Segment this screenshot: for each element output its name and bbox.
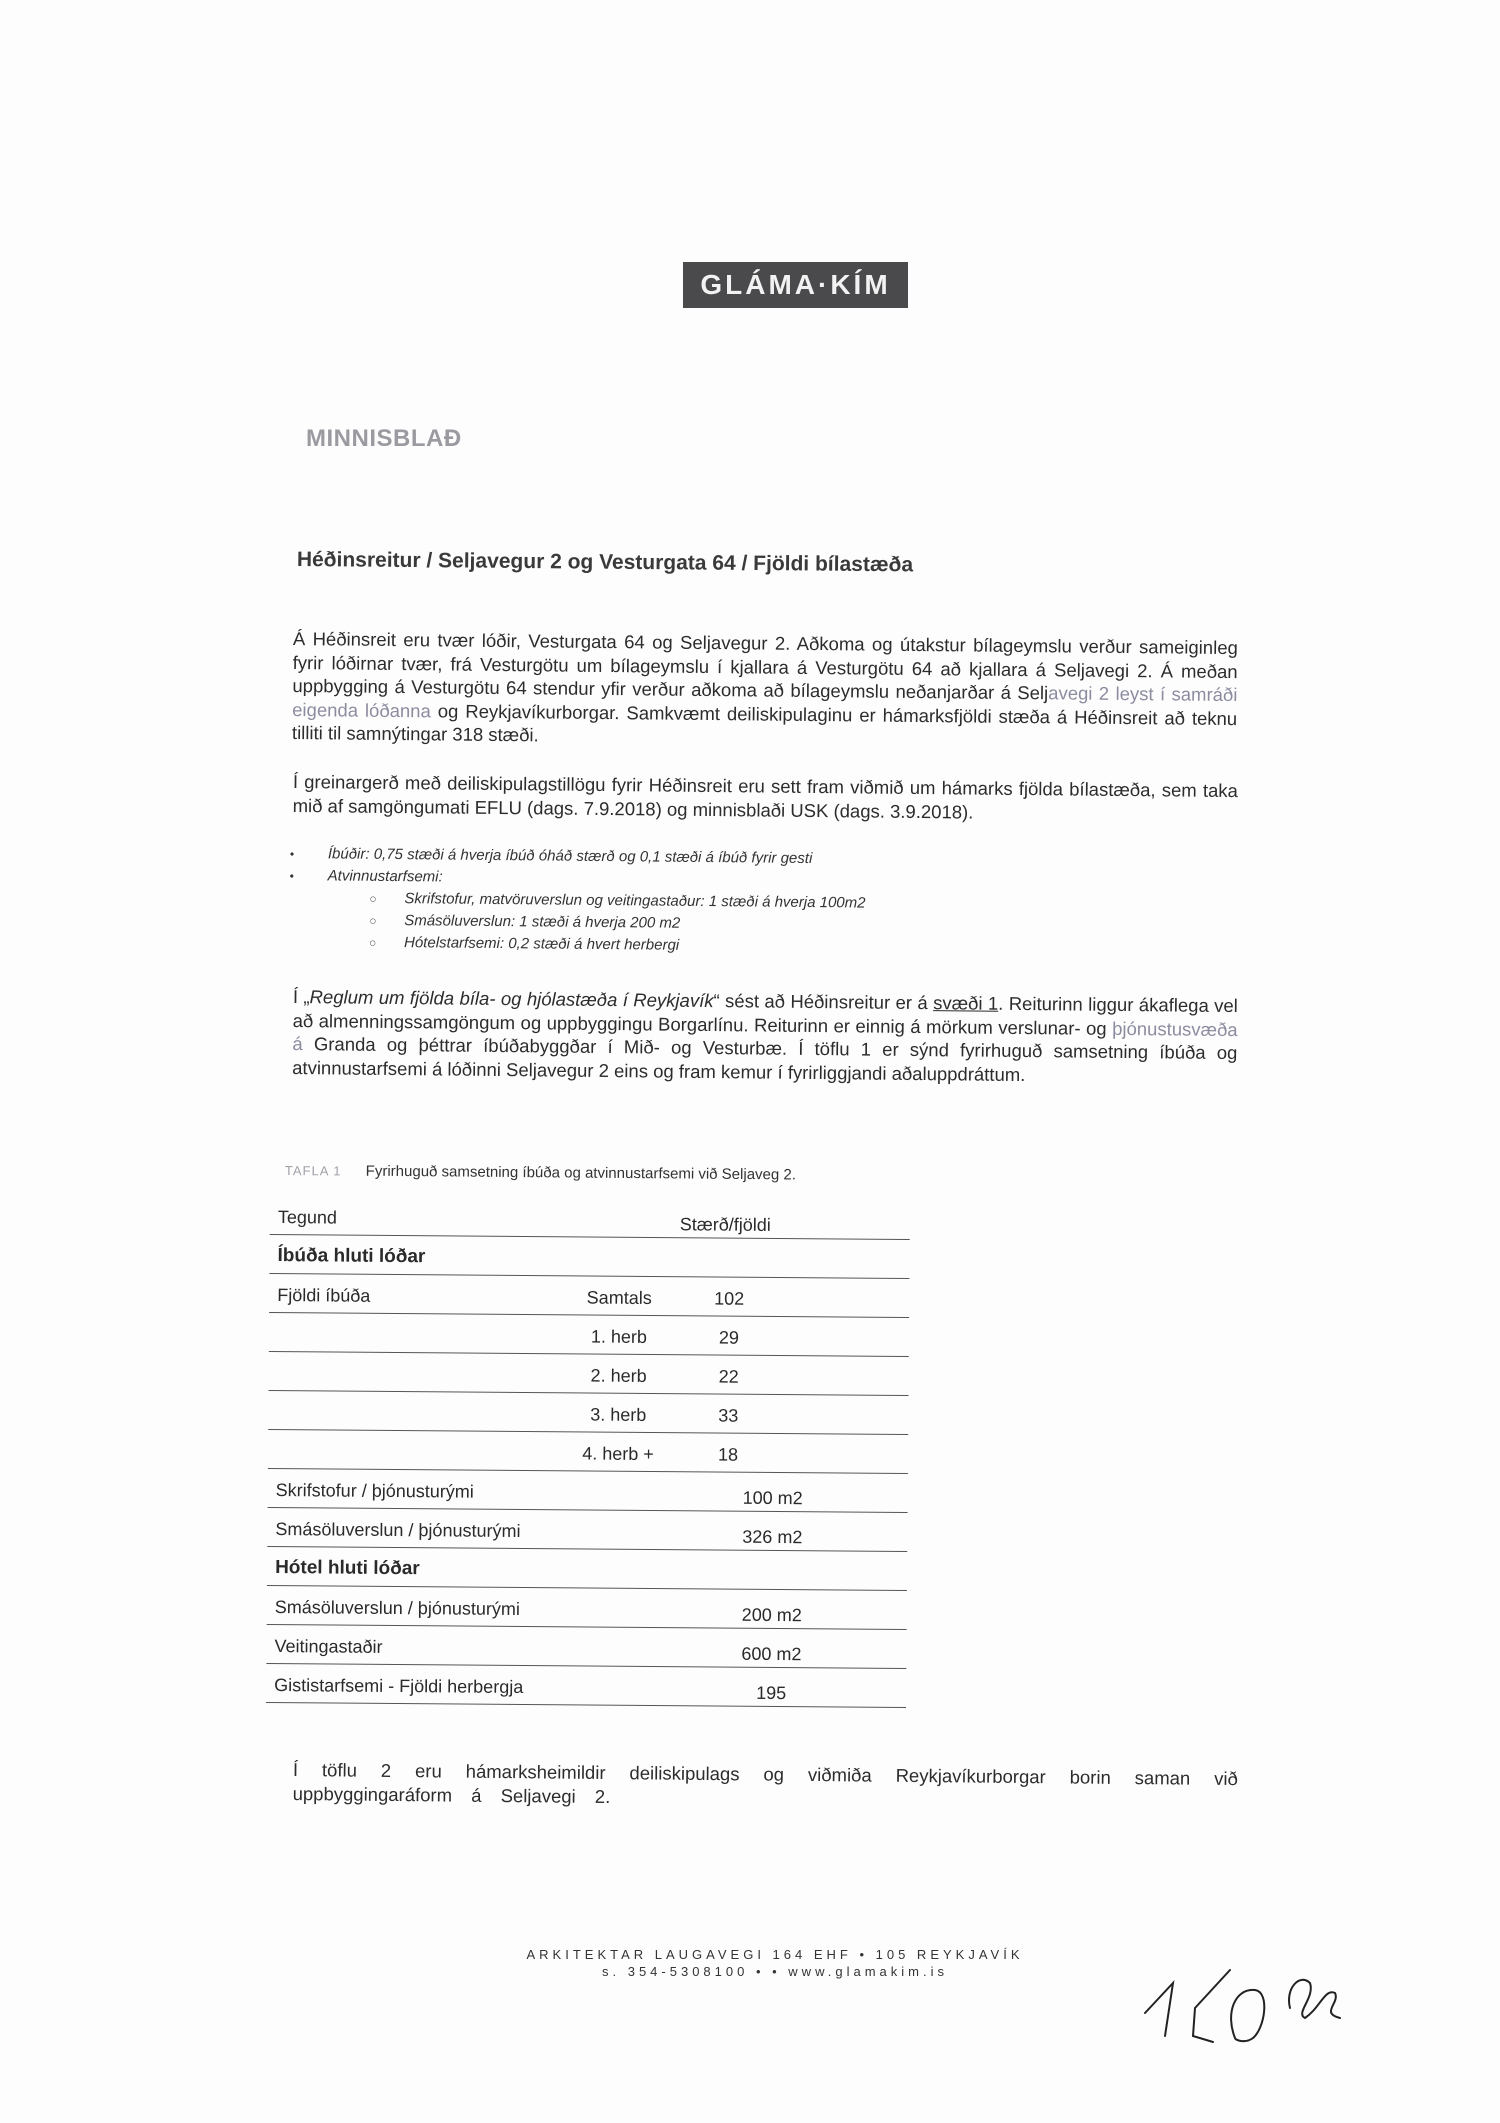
- row-sublabel: 4. herb +: [582, 1443, 654, 1465]
- table-caption-text: Fyrirhuguð samsetning íbúða og atvinnustarfsemi við Seljaveg 2.: [365, 1162, 797, 1184]
- row-value: 195: [756, 1682, 787, 1704]
- handwritten-digit-1-second: [1193, 1970, 1230, 2042]
- table-row: [268, 1430, 908, 1474]
- paragraph-criteria: Í greinargerð með deiliskipulagstillögu fyrir Héðinsreit eru sett fram viðmið um hámarks fjölda bílastæða, sem taka mið af samgöngumati EFLU (dags. 7.9.2018) og minnisblaði USK (dags. 3.9.2018).: [292, 770, 1238, 823]
- criteria-list: [289, 843, 1090, 961]
- zone-reference: svæði 1: [933, 992, 999, 1014]
- section-title: Íbúða hluti lóðar: [277, 1245, 426, 1268]
- bullet-icon: •: [289, 846, 295, 862]
- row-value: 33: [718, 1405, 739, 1426]
- column-header-value: Stærð/fjöldi: [679, 1214, 771, 1235]
- table-row: [266, 1664, 906, 1708]
- list-item-text: Smásöluverslun: 1 stæði á hverja 200 m2: [404, 912, 681, 932]
- row-value: 600 m2: [741, 1643, 802, 1665]
- table-row: [268, 1391, 908, 1435]
- paragraph-table2-intro: Í töflu 2 eru hámarksheimildir deiliskipulags og viðmiða Reykjavíkurborgar borin saman við uppbyggingaráform á Seljavegi 2.: [292, 1759, 1238, 1807]
- document-title: Héðinsreitur / Seljavegur 2 og Vesturgata 64 / Fjöldi bílastæða: [296, 548, 914, 577]
- row-value: 29: [718, 1327, 740, 1348]
- row-sublabel: 1. herb: [590, 1326, 648, 1347]
- row-value: 200 m2: [741, 1604, 802, 1626]
- row-sublabel: Samtals: [586, 1287, 652, 1309]
- row-label: Smásöluverslun / þjónusturými: [275, 1519, 521, 1541]
- company-logo: GLÁMA·KÍM: [683, 262, 908, 308]
- footer-contact: s. 354-5308100 • • www.glamakim.is: [602, 1964, 948, 1979]
- list-item-text: Skrifstofur, matvöruverslun og veitingastaður: 1 stæði á hverja 100m2: [404, 890, 866, 912]
- row-sublabel: 3. herb: [590, 1404, 647, 1425]
- text-span: og Reykjavíkurborgar. Samkvæmt deiliskipulaginu er hámarksfjöldi stæða á Héðinsreit að teknu tilliti til samnýtingar 318 stæði.: [291, 699, 1238, 746]
- row-value: 102: [714, 1288, 745, 1309]
- row-value: 326 m2: [742, 1526, 803, 1548]
- table-row: [268, 1352, 908, 1396]
- row-label: Fjöldi íbúða: [277, 1285, 371, 1306]
- paragraph-intro: [292, 627, 1238, 754]
- handwritten-digit-1: [1145, 1983, 1173, 2036]
- row-value: 22: [718, 1366, 739, 1387]
- row-label: Smásöluverslun / þjónusturými: [274, 1597, 520, 1619]
- regulation-title: Reglum um fjölda bíla- og hjólastæða í Reykjavík: [309, 986, 714, 1012]
- row-label: Veitingastaðir: [274, 1636, 383, 1657]
- table-row: [269, 1274, 909, 1318]
- table-row: [267, 1508, 907, 1552]
- table-row: [267, 1586, 907, 1630]
- handwritten-digit-0: [1231, 1990, 1264, 2041]
- circle-bullet-icon: ○: [369, 891, 377, 906]
- circle-bullet-icon: ○: [368, 935, 377, 950]
- row-sublabel: 2. herb: [590, 1365, 647, 1386]
- footer: [495, 1946, 1055, 1980]
- list-item-text: Atvinnustarfsemi:: [327, 867, 443, 886]
- text-span: Á Héðinsreit eru tvær lóðir, Vesturgata 64 og Seljavegur 2. Aðkoma og útakstur bílageymslu verður sameiginleg fyrir lóðirnar tvær, frá Vesturgötu um bílageymslu í kjallara á Vesturgötu 64 að kjallara á Seljavegi 2. Á meðan uppbygging á Vesturgötu 64 stendur yfir verður aðkoma að bílageymslu neðanjarðar á Selj: [292, 627, 1238, 704]
- section-title: Hótel hluti lóðar: [275, 1557, 420, 1580]
- text-span: . Reiturinn liggur ákaflega vel að almenningssamgöngum og uppbyggingu Borgarlínu. Reiturinn er einnig á mörkum verslunar- og: [292, 992, 1238, 1039]
- composition-table: [266, 1200, 910, 1708]
- bullet-icon: •: [289, 868, 294, 884]
- table-label: TAFLA 1: [284, 1163, 342, 1179]
- row-label: Skrifstofur / þjónusturými: [275, 1480, 474, 1502]
- text-span: Granda og þéttrar íbúðabyggðar í Mið- og Vesturbæ. Í töflu 1 er sýnd fyrirhuguð samsetning íbúða og atvinnustarfsemi á lóðinni Seljavegur 2 eins og fram kemur í fyrirliggjandi aðaluppdráttum.: [292, 1033, 1238, 1085]
- table-caption: [285, 1162, 796, 1183]
- faded-text-span: þjónustusvæða á: [292, 1017, 1238, 1055]
- footer-address: ARKITEKTAR LAUGAVEGI 164 EHF • 105 REYKJAVÍK: [526, 1947, 1024, 1962]
- list-item-text: Hótelstarfsemi: 0,2 stæði á hvert herbergi: [403, 934, 680, 954]
- circle-bullet-icon: ○: [369, 913, 377, 928]
- table-section-row: [267, 1547, 907, 1591]
- table-row: [266, 1625, 906, 1669]
- document-type-label: MINNISBLAÐ: [306, 425, 462, 452]
- column-header-type: Tegund: [277, 1207, 338, 1228]
- text-span: “ sést að Héðinsreitur er á: [713, 990, 934, 1014]
- handwritten-annotation: [1125, 1968, 1345, 2068]
- table-section-row: [269, 1235, 909, 1279]
- row-label: Gististarfsemi - Fjöldi herbergja: [274, 1675, 524, 1698]
- table-row: [269, 1313, 909, 1357]
- initials-scribble-icon: [1289, 1980, 1340, 2018]
- row-value: 18: [717, 1444, 739, 1465]
- table-row: [268, 1469, 908, 1513]
- paragraph-zone: [292, 985, 1238, 1088]
- table-header-row: [270, 1200, 910, 1240]
- row-value: 100 m2: [742, 1487, 803, 1509]
- list-item-text: Íbúðir: 0,75 stæði á hverja íbúð óháð stærð og 0,1 stæði á íbúð fyrir gesti: [327, 845, 813, 868]
- faded-text-span: avegi 2 leyst í samráði eigenda lóðanna: [292, 682, 1238, 721]
- text-span: Í „: [292, 985, 310, 1008]
